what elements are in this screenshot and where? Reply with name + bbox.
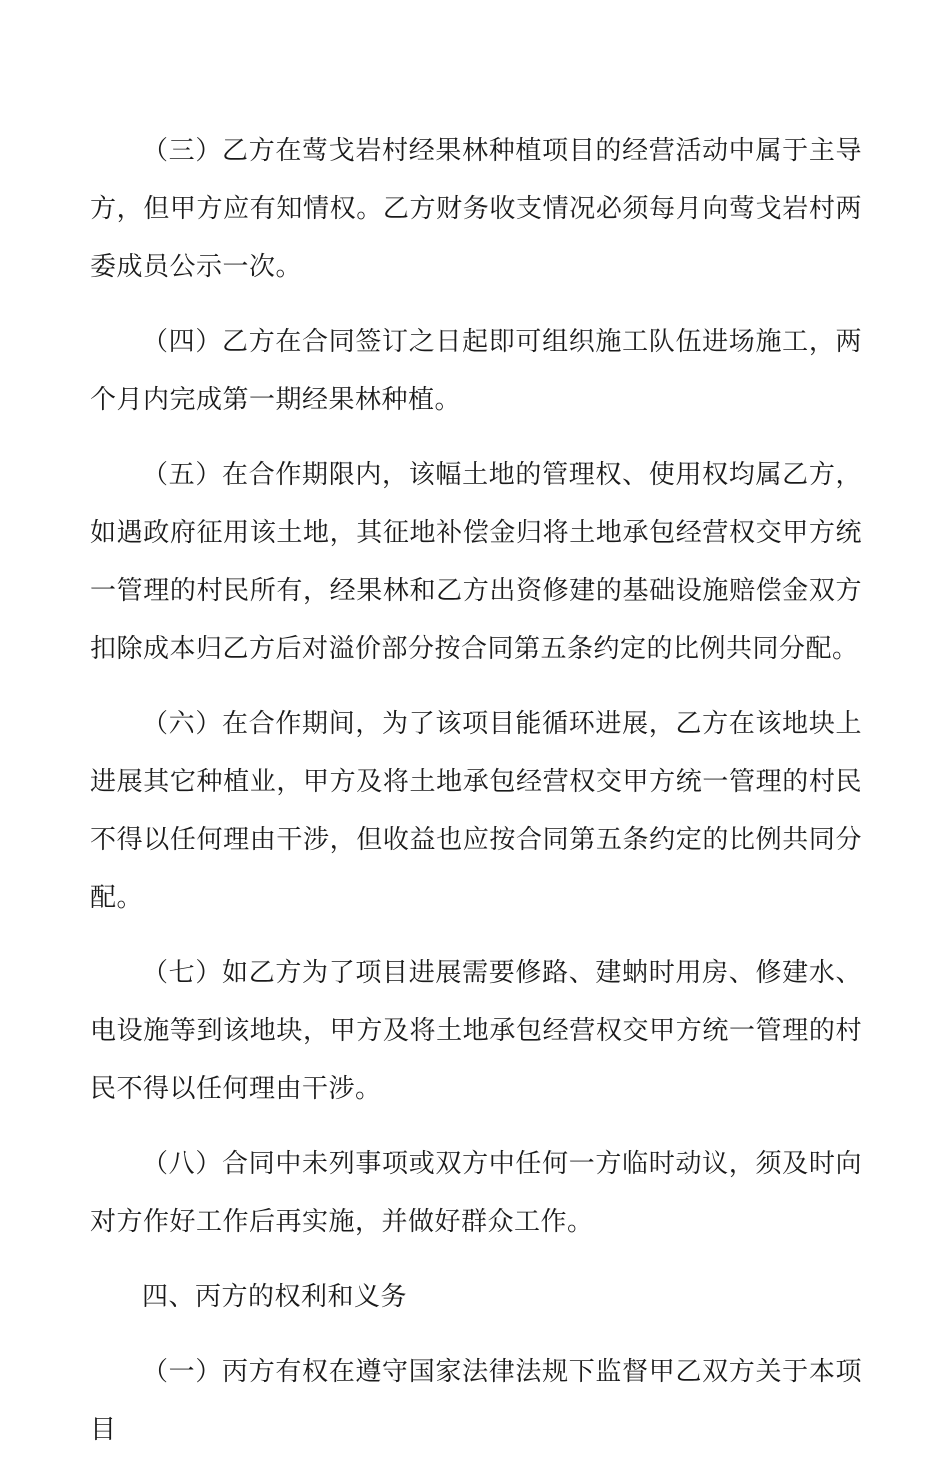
section-heading: 四、丙方的权利和义务 — [142, 1282, 408, 1312]
section-4-clause-1-paragraph: （一）丙方有权在遵守国家法律法规下监督甲乙双方关于本项目 — [90, 1357, 862, 1445]
document-body — [90, 122, 862, 1476]
clause-7-paragraph: （七）如乙方为了项目进展需要修路、建蚋时用房、修建水、电设施等到该地块，甲方及将土地承包经营权交甲方统一管理的村民不得以任何理由干涉。 — [90, 958, 862, 1104]
clause-6-paragraph: （六）在合作期间，为了该项目能循环进展，乙方在该地块上进展其它种植业，甲方及将土地承包经营权交甲方统一管理的村民不得以任何理由干涉，但收益也应按合同第五条约定的比例共同分配。 — [90, 709, 862, 913]
clause-8-paragraph: （八）合同中未列事项或双方中任何一方临时动议，须及时向对方作好工作后再实施，并做好群众工作。 — [90, 1149, 862, 1237]
clause-3-paragraph: （三）乙方在莺戈岩村经果林种植项目的经营活动中属于主导方，但甲方应有知情权。乙方财务收支情况必须每月向莺戈岩村两委成员公示一次。 — [90, 136, 862, 282]
clause-5-paragraph: （五）在合作期限内，该幅土地的管理权、使用权均属乙方，如遇政府征用该土地，其征地补偿金归将土地承包经营权交甲方统一管理的村民所有，经果林和乙方出资修建的基础设施赔偿金双方扣除成本归乙方后对溢价部分按合同第五条约定的比例共同分配。 — [90, 460, 862, 664]
clause-4-paragraph: （四）乙方在合同签订之日起即可组织施工队伍进场施工，两个月内完成第一期经果林种植。 — [90, 327, 862, 415]
